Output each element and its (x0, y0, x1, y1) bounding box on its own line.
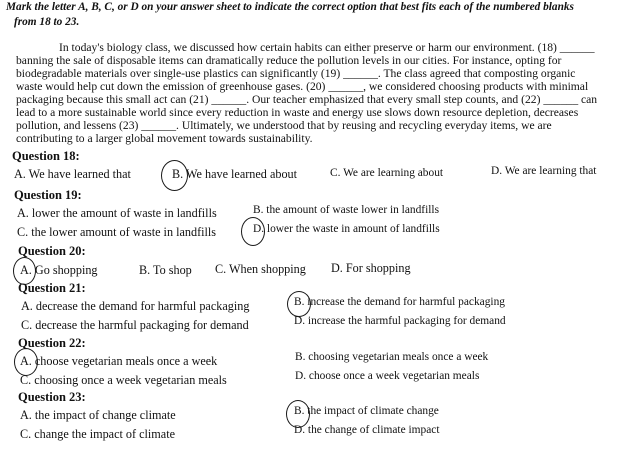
passage-line-3: biodegradable materials over single-use plastics can significantly (19) ______. The class agreed that composting organic (16, 67, 576, 80)
question-23-title: Question 23: (18, 390, 86, 404)
q19-option-d[interactable]: D. lower the waste in amount of landfills (253, 223, 440, 235)
q23-option-a[interactable]: A. the impact of change climate (20, 408, 176, 422)
instruction-line-1: Mark the letter A, B, C, or D on your answer sheet to indicate the correct option that best fits each of the numbered blanks (6, 1, 574, 13)
q22-option-d[interactable]: D. choose once a week vegetarian meals (295, 370, 480, 382)
question-18-title: Question 18: (12, 149, 80, 163)
q20-option-c[interactable]: C. When shopping (215, 262, 306, 276)
q19-option-a[interactable]: A. lower the amount of waste in landfills (17, 206, 217, 220)
q21-option-c[interactable]: C. decrease the harmful packaging for demand (21, 318, 249, 332)
instruction-line-2: from 18 to 23. (14, 16, 80, 28)
answer-circle-23b (286, 400, 310, 428)
q18-option-b[interactable]: B. We have learned about (172, 167, 298, 181)
q22-option-b[interactable]: B. choosing vegetarian meals once a week (295, 351, 489, 363)
q21-option-b[interactable]: B. increase the demand for harmful packaging (294, 296, 505, 308)
passage-line-7: pollution, and lessens (23) ______. Ultimately, we understood that by reusing and recycling everyday items, we are (16, 119, 552, 132)
question-21-title: Question 21: (18, 281, 86, 295)
answer-circle-21b (287, 291, 311, 317)
question-19-title: Question 19: (14, 188, 82, 202)
answer-circle-19d (241, 217, 265, 246)
q22-option-c[interactable]: C. choosing once a week vegetarian meals (20, 373, 227, 387)
passage-line-2: banning the sale of disposable items can dramatically reduce the pollution levels in our cities. For instance, opting for (16, 54, 562, 67)
q21-option-a[interactable]: A. decrease the demand for harmful packaging (21, 299, 250, 313)
answer-circle-22a (14, 348, 38, 376)
question-20-title: Question 20: (18, 244, 86, 258)
passage-line-5: packaging because this small act can (21) ______. Our teacher emphasized that every small step counts, and (22) ______ can (16, 93, 598, 106)
passage-line-4: waste would help cut down the emission of greenhouse gases. (20) ______, we considered choosing products with minimal (16, 80, 589, 93)
q20-option-b[interactable]: B. To shop (139, 263, 192, 277)
q18-option-c[interactable]: C. We are learning about (330, 167, 444, 179)
q22-option-a[interactable]: A. choose vegetarian meals once a week (20, 354, 218, 368)
q18-option-d[interactable]: D. We are learning that (491, 165, 597, 177)
q18-option-a[interactable]: A. We have learned that (14, 167, 131, 181)
answer-circle-18b (161, 160, 188, 191)
passage-line-1: In today's biology class, we discussed how certain habits can either preserve or harm our environment. (18) ______ (59, 41, 595, 54)
question-22-title: Question 22: (18, 336, 86, 350)
q23-option-b[interactable]: B. the impact of climate change (294, 405, 439, 417)
q19-option-b[interactable]: B. the amount of waste lower in landfills (253, 204, 440, 216)
passage-line-8: contributing to a larger global movement towards sustainability. (16, 132, 313, 145)
q21-option-d[interactable]: D. increase the harmful packaging for demand (294, 315, 506, 327)
q20-option-a[interactable]: A. Go shopping (20, 263, 98, 277)
q23-option-c[interactable]: C. change the impact of climate (20, 427, 175, 441)
q23-option-d[interactable]: D. the change of climate impact (294, 424, 440, 436)
passage-line-6: lead to a more sustainable world since every reduction in waste and energy use slows down resource depletion, decreases (16, 106, 579, 119)
answer-circle-20a (13, 257, 36, 285)
q19-option-c[interactable]: C. the lower amount of waste in landfills (17, 225, 217, 239)
q20-option-d[interactable]: D. For shopping (331, 261, 411, 275)
